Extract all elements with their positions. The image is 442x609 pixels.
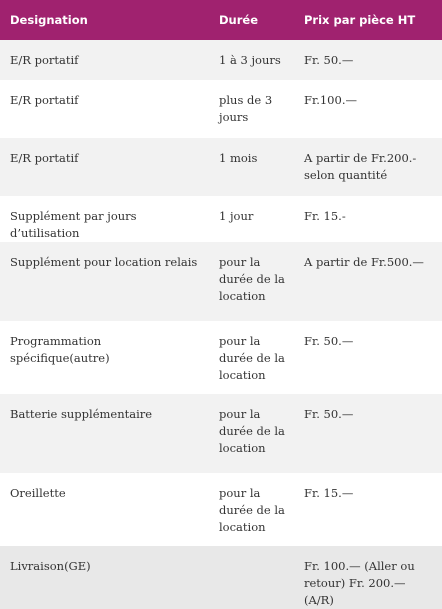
- table-row: [0, 321, 442, 394]
- column-header-duree: Durée: [209, 0, 294, 40]
- cell-duree: 1 à 3 jours: [209, 40, 294, 80]
- cell-designation: Oreillette: [0, 473, 209, 546]
- cell-duree: plus de 3 jours: [209, 80, 294, 138]
- column-header-prix: Prix par pièce HT: [294, 0, 442, 40]
- cell-designation: Batterie supplémentaire: [0, 394, 209, 473]
- cell-duree: pour la durée de la location: [209, 473, 294, 546]
- cell-duree: pour la durée de la location: [209, 394, 294, 473]
- cell-designation: E/R portatif: [0, 40, 209, 80]
- cell-duree: 1 mois: [209, 138, 294, 196]
- cell-prix: Fr. 50.—: [294, 394, 442, 473]
- column-header-designation: Designation: [0, 0, 209, 40]
- table-row: [0, 80, 442, 138]
- cell-designation: Supplément par jours d’utilisation: [0, 196, 209, 242]
- table-row: [0, 394, 442, 473]
- cell-prix: Fr. 100.— (Aller ou retour) Fr. 200.— (A/R): [294, 546, 442, 609]
- cell-designation: E/R portatif: [0, 138, 209, 196]
- cell-duree: [209, 546, 294, 609]
- cell-designation: Livraison(GE): [0, 546, 209, 609]
- header-row: [0, 0, 442, 40]
- table-row: [0, 196, 442, 242]
- cell-prix: A partir de Fr.200.- selon quantité: [294, 138, 442, 196]
- cell-prix: Fr. 50.—: [294, 321, 442, 394]
- table-row: [0, 40, 442, 80]
- cell-duree: 1 jour: [209, 196, 294, 242]
- table-row: [0, 138, 442, 196]
- cell-prix: A partir de Fr.500.—: [294, 242, 442, 321]
- cell-prix: Fr. 15.—: [294, 473, 442, 546]
- table-row: [0, 473, 442, 546]
- cell-prix: Fr. 15.-: [294, 196, 442, 242]
- table-row: [0, 546, 442, 609]
- cell-designation: Programmation spécifique(autre): [0, 321, 209, 394]
- cell-prix: Fr.100.—: [294, 80, 442, 138]
- cell-prix: Fr. 50.—: [294, 40, 442, 80]
- cell-designation: Supplément pour location relais: [0, 242, 209, 321]
- table-header: [0, 0, 442, 40]
- cell-duree: pour la durée de la location: [209, 321, 294, 394]
- table-body: [0, 40, 442, 609]
- cell-duree: pour la durée de la location: [209, 242, 294, 321]
- table-row: [0, 242, 442, 321]
- cell-designation: E/R portatif: [0, 80, 209, 138]
